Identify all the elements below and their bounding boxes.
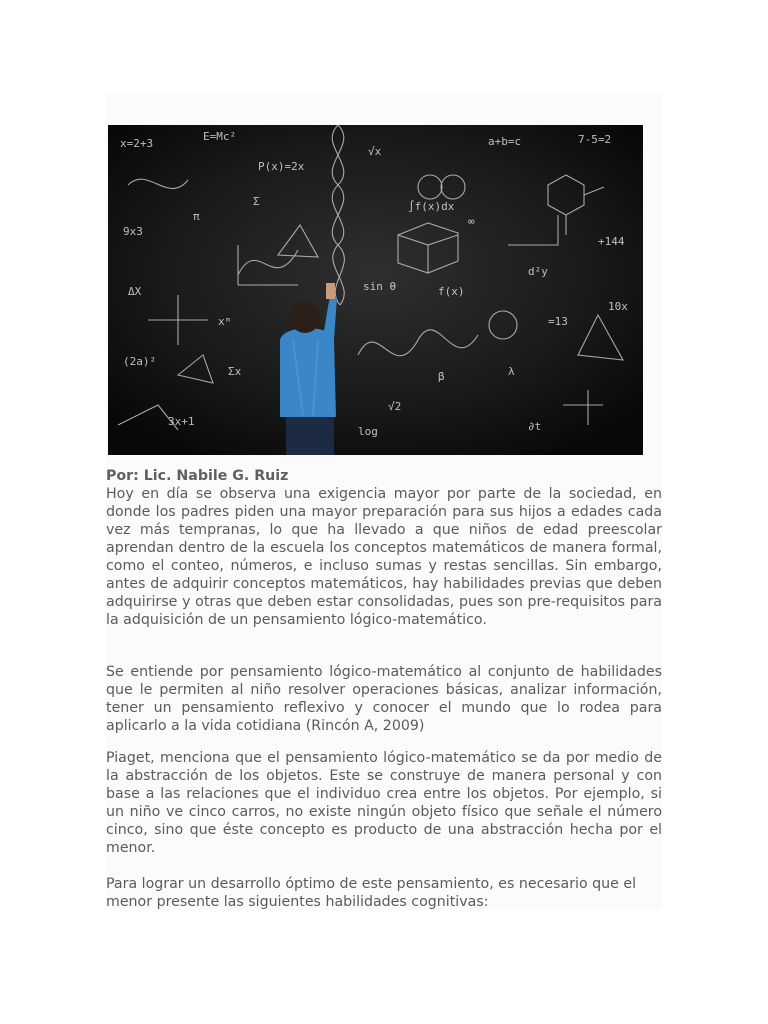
chalk-formula: √x <box>368 145 382 158</box>
article-paragraph-1: Hoy en día se observa una exigencia mayor por parte de la sociedad, en donde los padres piden una mayor preparación para sus hijos a edades cada vez más tempranas, lo que ha llevado a que niños de edad preescolar aprendan dentro de la escuela los conceptos matemáticos de manera formal, como el conteo, números, e incluso sumas y restas sencillas. Sin embargo, antes de adquirir conceptos matemáticos, hay habilidades previas que deben adquirirse y otras que deben estar consolidadas, pues son pre-requisitos para la adquisición de un pensamiento lógico-matemático. <box>106 486 662 628</box>
chalk-formula: xᵐ <box>218 315 232 328</box>
article-content <box>106 110 662 910</box>
chalk-formula: ∂t <box>528 420 542 433</box>
page-header-strip <box>106 92 662 110</box>
chalk-formula: a+b=c <box>488 135 522 148</box>
chalk-formula: ∞ <box>468 215 475 228</box>
chalk-formula: ΔX <box>128 285 142 298</box>
chalk-formula: d²y <box>528 265 548 278</box>
chalk-formula: 3x+1 <box>168 415 195 428</box>
article-byline: Por: Lic. Nabile G. Ruiz <box>106 468 289 484</box>
chalk-formula: x=2+3 <box>120 137 154 150</box>
chalk-formula: 7-5=2 <box>578 133 612 146</box>
chalk-formula: f(x) <box>438 285 465 298</box>
chalk-formula: Σx <box>228 365 242 378</box>
chalk-formula: √2 <box>388 400 402 413</box>
chalkboard-illustration <box>108 125 643 455</box>
chalk-formula: Σ <box>253 195 260 208</box>
chalk-formula: λ <box>508 365 515 378</box>
chalk-formula: (2a)² <box>123 355 157 368</box>
chalk-formula: π <box>193 210 200 223</box>
chalk-formula: 9x3 <box>123 225 143 238</box>
chalk-formula: β <box>438 370 445 383</box>
chalk-formula: E=Mc² <box>203 130 237 143</box>
chalk-formula: log <box>358 425 378 438</box>
article-paragraph-3: Piaget, menciona que el pensamiento lógico-matemático se da por medio de la abstracción de los objetos. Este se construye de manera personal y con base a las relaciones que el individuo crea entre los objetos. Por ejemplo, si un niño ve cinco carros, no existe ningún objeto físico que señale el número cinco, sino que éste concepto es producto de una abstracción hecha por el menor. <box>106 750 662 856</box>
article-paragraph-4: Para lograr un desarrollo óptimo de este pensamiento, es necesario que el menor presente las siguientes habilidades cognitivas: <box>106 876 637 910</box>
chalk-formula: =13 <box>548 315 568 328</box>
chalk-formula: ∫f(x)dx <box>408 200 455 213</box>
chalk-formula: sin θ <box>363 280 397 293</box>
chalk-formula: P(x)=2x <box>258 160 305 173</box>
chalkboard-image <box>108 125 643 455</box>
chalk-formula: 10x <box>608 300 628 313</box>
chalk-formula: +144 <box>598 235 625 248</box>
article-paragraph-2: Se entiende por pensamiento lógico-matemático al conjunto de habilidades que le permiten al niño resolver operaciones básicas, analizar información, tener un pensamiento reflexivo y conocer el mundo que lo rodea para aplicarlo a la vida cotidiana (Rincón A, 2009) <box>106 664 662 734</box>
